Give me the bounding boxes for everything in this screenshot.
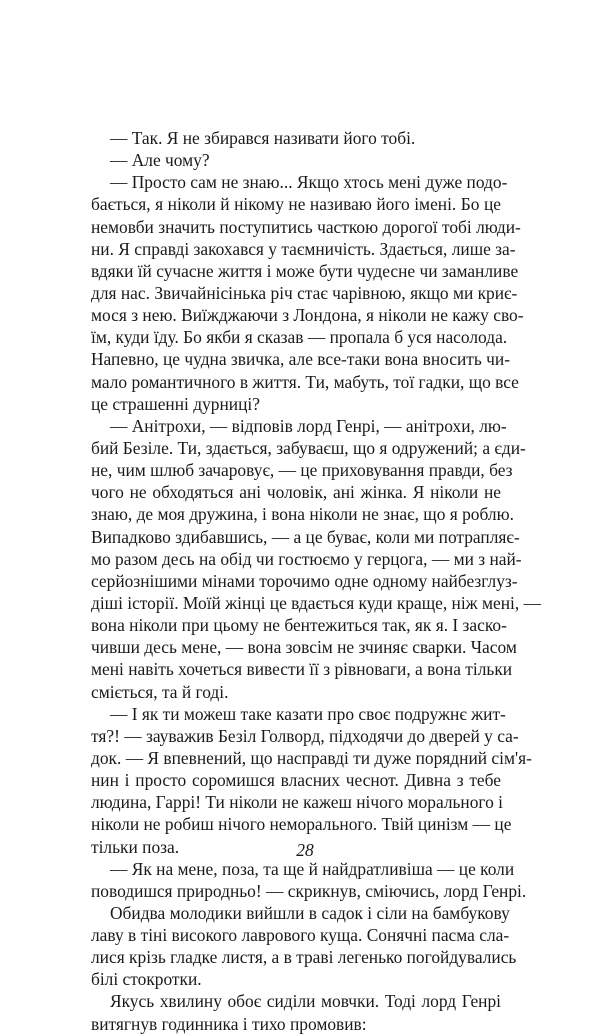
text-line: — І як ти можеш таке казати про своє подружнє жит- — [110, 703, 506, 724]
text-line: Обидва молодики вийшли в садок і сіли на бамбукову — [110, 902, 510, 923]
text-line: мося з нею. Виїжджаючи з Лондона, я ніколи не кажу сво- — [91, 305, 524, 326]
body-text — [91, 127, 541, 1035]
text-line: Якусь хвилину обоє сиділи мовчки. Тоді лорд Генрі — [110, 991, 501, 1012]
text-line: знаю, де моя дружина, і вона ніколи не знає, що я роблю. — [91, 504, 514, 525]
text-line: — Як на мене, поза, та ще й найдратливіша — це коли — [110, 858, 515, 879]
text-line: витягнув годинника і тихо промовив: — [91, 1013, 367, 1034]
text-line: тя?! — зауважив Безіл Голворд, підходячи до дверей у са- — [91, 725, 519, 746]
text-line: мало романтичного в життя. Ти, мабуть, тої гадки, що все — [91, 371, 519, 392]
text-line: діші історії. Моїй жінці це вдається куди краще, ніж мені, — — [91, 592, 541, 613]
text-line: Випадково здибавшись, — а це буває, коли ми потрапляє- — [91, 526, 520, 547]
text-line: лися крізь гладке листя, а в траві легенько погойдувались — [91, 947, 517, 968]
text-line: — Просто сам не знаю... Якщо хтось мені дуже подо- — [110, 172, 508, 193]
text-line: мо разом десь на обід чи гостюємо у герцога, — ми з най- — [91, 548, 522, 569]
text-line: поводишся природньо! — скрикнув, сміючись, лорд Генрі. — [91, 880, 527, 901]
text-line: лаву в тіні високого лаврового куща. Сонячні пасма сла- — [91, 925, 510, 946]
text-line: — Так. Я не збирався називати його тобі. — [110, 128, 416, 148]
text-line: білі стокротки. — [91, 969, 202, 990]
text-line: людина, Гаррі! Ти ніколи не кажеш нічого морального і — [91, 792, 504, 813]
text-line: бається, я ніколи й нікому не називаю його імені. Бо це — [91, 194, 501, 215]
text-line: серйознішими мінами торочимо одне одному найбезглуз- — [91, 570, 518, 591]
text-line: їм, куди їду. Бо якби я сказав — пропала б уся насолода. — [91, 327, 508, 348]
text-line: вона ніколи при цьому не бентежиться так, як я. І заско- — [91, 615, 507, 636]
text-line: ніколи не робиш нічого неморального. Твій цинізм — це — [91, 814, 512, 835]
text-line: док. — Я впевнений, що насправді ти дуже порядний сім'я- — [91, 747, 532, 768]
text-line: мені навіть хочеться вивести її з рівноваги, а вона тільки — [91, 659, 513, 680]
text-line: бий Безіле. Ти, здається, забуваєш, що я одружений; а єди- — [91, 437, 526, 458]
text-line: сміється, та й годі. — [91, 681, 229, 702]
text-line: нин і просто соромишся власних чеснот. Дивна з тебе — [91, 770, 501, 791]
text-line: ни. Я справді закохався у таємничість. Здається, лише за- — [91, 238, 516, 259]
text-line: немовби значить поступитись часткою дорогої тобі люди- — [91, 216, 521, 237]
text-line: Напевно, це чудна звичка, але все-таки вона вносить чи- — [91, 349, 511, 370]
text-line: для нас. Звичайнісінька річ стає чарівною, якщо ми криє- — [91, 282, 518, 303]
text-line: — Анітрохи, — відповів лорд Генрі, — анітрохи, лю- — [110, 415, 507, 436]
text-line: вдяки їй сучасне життя і може бути чудесне чи заманливе — [91, 260, 519, 281]
text-line: чивши десь мене, — вона зовсім не зчиняє сварки. Часом — [91, 637, 517, 658]
text-line: тільки поза. — [91, 836, 180, 857]
text-line: — Але чому? — [110, 150, 210, 171]
page-number: 28 — [296, 840, 314, 860]
text-line: чого не обходяться ані чоловік, ані жінка. Я ніколи не — [91, 482, 501, 503]
text-line: не, чим шлюб зачаровує, — це приховування правди, без — [91, 460, 513, 481]
text-line: це страшенні дурниці? — [91, 393, 260, 414]
